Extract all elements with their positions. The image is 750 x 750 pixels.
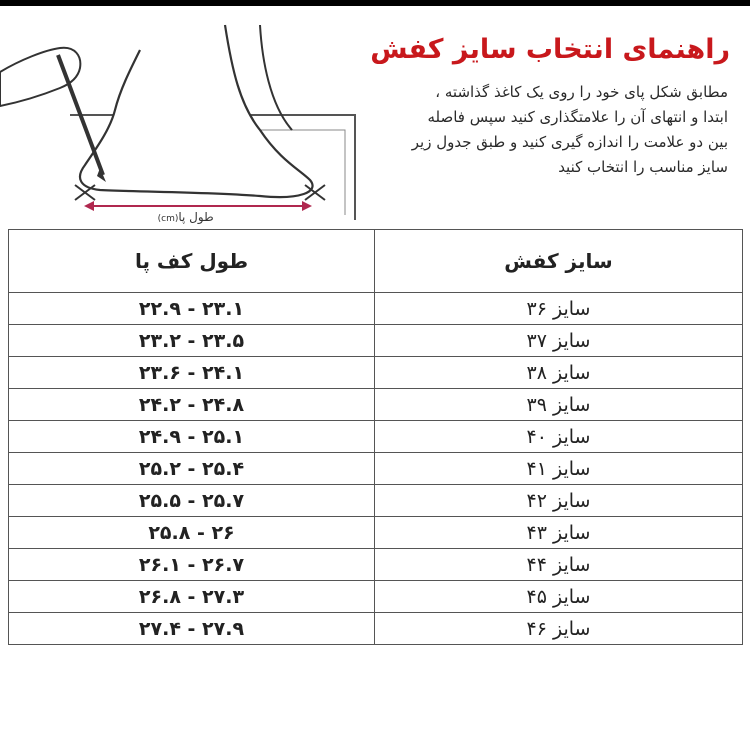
instruction-line: بین دو علامت را اندازه گیری کنید و طبق جدول زیر (411, 133, 728, 151)
foot-length-cell: ۲۵.۸ - ۲۶ (9, 517, 375, 549)
foot-length-cell: ۲۲.۹ - ۲۳.۱ (9, 293, 375, 325)
foot-length-cell: ۲۶.۱ - ۲۶.۷ (9, 549, 375, 581)
table-row (9, 613, 743, 645)
shoe-size-cell: سایز ۴۲ (375, 485, 743, 517)
table-row (9, 357, 743, 389)
shoe-size-cell: سایز ۴۵ (375, 581, 743, 613)
foot-outline (80, 25, 313, 197)
top-border (0, 0, 750, 6)
table-row (9, 549, 743, 581)
foot-length-cell: ۲۳.۲ - ۲۳.۵ (9, 325, 375, 357)
size-chart-table (8, 229, 743, 645)
table-header-row (9, 230, 743, 293)
arrow-left-head (84, 201, 94, 211)
foot-length-cell: ۲۴.۹ - ۲۵.۱ (9, 421, 375, 453)
foot-length-cell: ۲۷.۴ - ۲۷.۹ (9, 613, 375, 645)
page-title: راهنمای انتخاب سایز کفش (370, 34, 730, 65)
table-row (9, 421, 743, 453)
instruction-line: مطابق شکل پای خود را روی یک کاغذ گذاشته ، (435, 83, 728, 101)
shoe-size-cell: سایز ۳۷ (375, 325, 743, 357)
instruction-line: ابتدا و انتهای آن را علامتگذاری کنید سپس فاصله (427, 108, 728, 126)
heel-mark (75, 185, 95, 200)
shoe-size-cell: سایز ۳۶ (375, 293, 743, 325)
shoe-size-cell: سایز ۴۴ (375, 549, 743, 581)
instructions (368, 80, 728, 180)
foot-length-cell: ۲۵.۲ - ۲۵.۴ (9, 453, 375, 485)
shoe-size-cell: سایز ۳۸ (375, 357, 743, 389)
table-row (9, 517, 743, 549)
shoe-size-cell: سایز ۴۰ (375, 421, 743, 453)
table-row (9, 325, 743, 357)
table-row (9, 581, 743, 613)
foot-measure-illustration (0, 10, 360, 225)
shoe-size-cell: سایز ۴۱ (375, 453, 743, 485)
shoe-size-cell: سایز ۴۶ (375, 613, 743, 645)
length-unit: (cm) (157, 214, 179, 224)
table-row (9, 485, 743, 517)
header-foot-length: طول کف پا (9, 230, 375, 293)
foot-length-cell: ۲۵.۵ - ۲۵.۷ (9, 485, 375, 517)
instruction-line: سایز مناسب را انتخاب کنید (558, 158, 728, 176)
shoe-size-cell: سایز ۴۳ (375, 517, 743, 549)
foot-length-cell: ۲۳.۶ - ۲۴.۱ (9, 357, 375, 389)
table-row (9, 293, 743, 325)
foot-length-cell: ۲۶.۸ - ۲۷.۳ (9, 581, 375, 613)
table-row (9, 453, 743, 485)
length-label: طول پا (178, 210, 214, 224)
shoe-size-cell: سایز ۳۹ (375, 389, 743, 421)
header-shoe-size: سایز کفش (375, 230, 743, 293)
arrow-right-head (302, 201, 312, 211)
foot-length-cell: ۲۴.۲ - ۲۴.۸ (9, 389, 375, 421)
table-row (9, 389, 743, 421)
